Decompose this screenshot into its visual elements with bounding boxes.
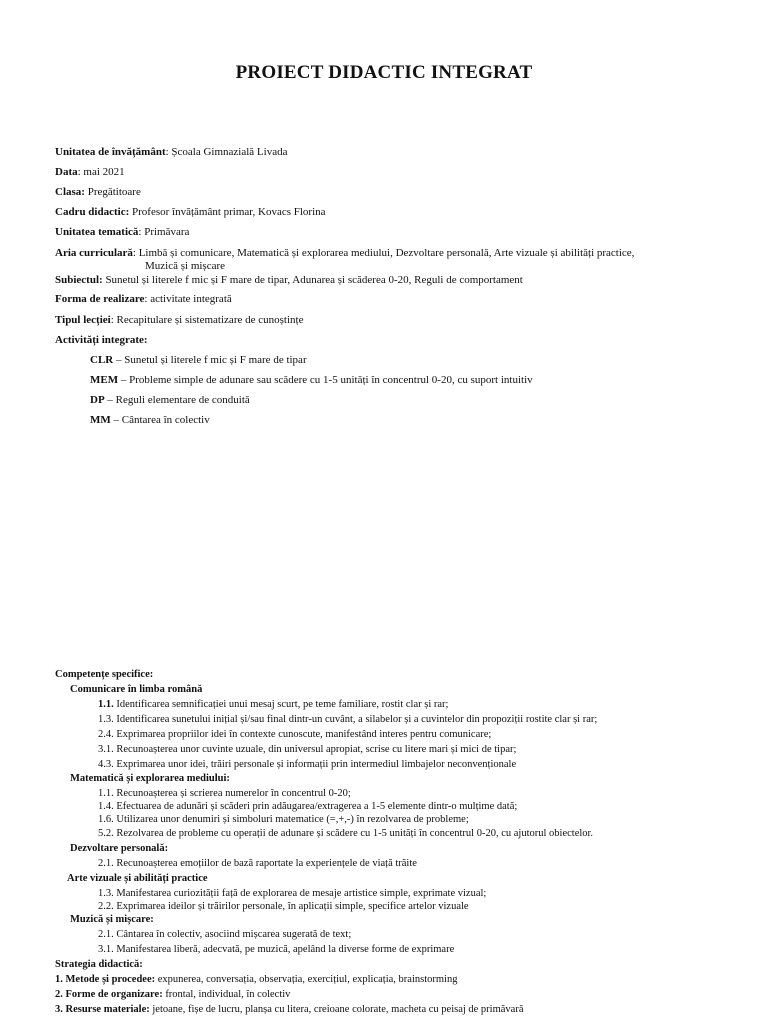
forma-line xyxy=(55,293,232,306)
competenta-item: 1.4. Efectuarea de adunări și scăderi prin adăugarea/extragerea a 1-5 elemente dintr-o mulțime dată; xyxy=(98,801,518,812)
competenta-item: 5.2. Rezolvarea de probleme cu operații de adunare și scădere cu 1-5 unități în concentrul 0-20, cu ajutorul obiectelor. xyxy=(98,828,594,839)
activity-text: – Cântarea în colectiv xyxy=(110,414,210,426)
competenta-item: 1.3. Identificarea sunetului inițial și/sau final dintr-un cuvânt, a silabelor și a cuvintelor din propoziții rostite clar și rar; xyxy=(98,714,598,725)
competenta-item: 1.1. Recunoașterea și scrierea numerelor în concentrul 0-20; xyxy=(98,788,351,799)
competenta-item: 4.3. Exprimarea unor idei, trăiri personale și informații prin intermediul limbajelor neconvenționale xyxy=(98,759,517,770)
tip-label: Tipul lecției xyxy=(55,314,111,326)
arte-title: Arte vizuale și abilități practice xyxy=(67,873,208,884)
activity-line xyxy=(90,414,210,427)
unitate-value: : Școala Gimnazială Livada xyxy=(165,146,288,158)
competenta-item: 2.1. Cântarea în colectiv, asociind mișcarea sugerată de text; xyxy=(98,929,352,940)
competenta-item: 1.3. Manifestarea curiozității față de explorarea de mesaje artistice simple, exprimate vizual; xyxy=(98,888,487,899)
forma-label: Forma de realizare xyxy=(55,293,145,305)
activity-text: – Probleme simple de adunare sau scădere cu 1-5 unități în concentrul 0-20, cu suport intuitiv xyxy=(118,374,533,386)
competenta-item: 3.1. Recunoașterea unor cuvinte uzuale, din universul apropiat, scrise cu litere mari și mici de tipar; xyxy=(98,744,517,755)
strategia-heading: Strategia didactică: xyxy=(55,959,143,970)
competenta-item: 2.2. Exprimarea ideilor și trăirilor personale, în aplicații simple, specifice artelor vizuale xyxy=(98,901,469,912)
competenta-item: 3.1. Manifestarea liberă, adecvată, pe muzică, apelând la diverse forme de exprimare xyxy=(98,944,455,955)
subiect-value: Sunetul și literele f mic și F mare de tipar, Adunarea și scăderea 0-20, Reguli de comportament xyxy=(102,274,523,286)
data-label: Data xyxy=(55,166,78,178)
aria-line-continued: Muzică și mișcare xyxy=(145,260,226,272)
activitati-heading: Activități integrate: xyxy=(55,334,148,346)
forme-line: 2. Forme de organizare: frontal, individual, în colectiv xyxy=(55,989,291,1000)
activity-code: DP xyxy=(90,394,105,406)
competenta-item: 2.1. Recunoașterea emoțiilor de bază raportate la experiențele de viață trăite xyxy=(98,858,417,869)
comunicare-title: Comunicare în limba română xyxy=(70,684,203,695)
activity-text: – Reguli elementare de conduită xyxy=(104,394,250,406)
aria-value: : Limbă și comunicare, Matematică și explorarea mediului, Dezvoltare personală, Arte vizuale și abilități practice, xyxy=(132,247,635,259)
forma-value: : activitate integrată xyxy=(144,293,232,305)
competenta-item: 1.6. Utilizarea unor denumiri și simboluri matematice (=,+,-) în rezolvarea de probleme; xyxy=(98,814,469,825)
tema-line xyxy=(55,226,189,239)
muzica-title: Muzică și mișcare: xyxy=(70,914,154,925)
competenta-item: 2.4. Exprimarea propriilor idei în contexte cunoscute, manifestând interes pentru comunicare; xyxy=(98,729,492,740)
cadru-line xyxy=(55,206,326,219)
clasa-line xyxy=(55,186,141,199)
aria-label: Aria curriculară xyxy=(55,247,133,259)
activity-code: CLR xyxy=(90,354,114,366)
data-line xyxy=(55,166,125,179)
competente-heading: Competențe specifice: xyxy=(55,669,154,680)
matematica-title: Matematică și explorarea mediului: xyxy=(70,773,230,784)
document-title: PROIECT DIDACTIC INTEGRAT xyxy=(235,62,533,83)
activity-code: MEM xyxy=(90,374,119,386)
unitate-label: Unitatea de învățământ xyxy=(55,146,166,158)
data-value: : mai 2021 xyxy=(77,166,125,178)
tema-label: Unitatea tematică xyxy=(55,226,139,238)
resurse-line: 3. Resurse materiale: jetoane, fișe de lucru, planșa cu litera, creioane colorate, macheta cu peisaj de primăvară xyxy=(55,1004,524,1015)
aria-line xyxy=(55,247,634,260)
metode-line: 1. Metode și procedee: expunerea, conversația, observația, exercițiul, explicația, brainstorming xyxy=(55,974,458,985)
clasa-label: Clasa: xyxy=(55,186,85,198)
activity-code: MM xyxy=(90,414,111,426)
competenta-item: 1.1. Identificarea semnificației unui mesaj scurt, pe teme familiare, rostit clar și rar; xyxy=(98,699,449,710)
activity-line xyxy=(90,394,250,407)
cadru-label: Cadru didactic: xyxy=(55,206,130,218)
tema-value: : Primăvara xyxy=(138,226,190,238)
tip-line xyxy=(55,314,303,327)
activity-text: – Sunetul și literele f mic și F mare de tipar xyxy=(113,354,307,366)
subiect-label: Subiectul: xyxy=(55,274,103,286)
dezvoltare-title: Dezvoltare personală: xyxy=(70,843,169,854)
activity-line xyxy=(90,354,307,367)
clasa-value: Pregătitoare xyxy=(84,186,141,198)
unitate-line xyxy=(55,146,287,159)
tip-value: : Recapitulare și sistematizare de cunoștințe xyxy=(110,314,304,326)
activity-line xyxy=(90,374,533,387)
cadru-value: Profesor învățământ primar, Kovacs Florina xyxy=(129,206,326,218)
subiect-line xyxy=(55,274,523,287)
